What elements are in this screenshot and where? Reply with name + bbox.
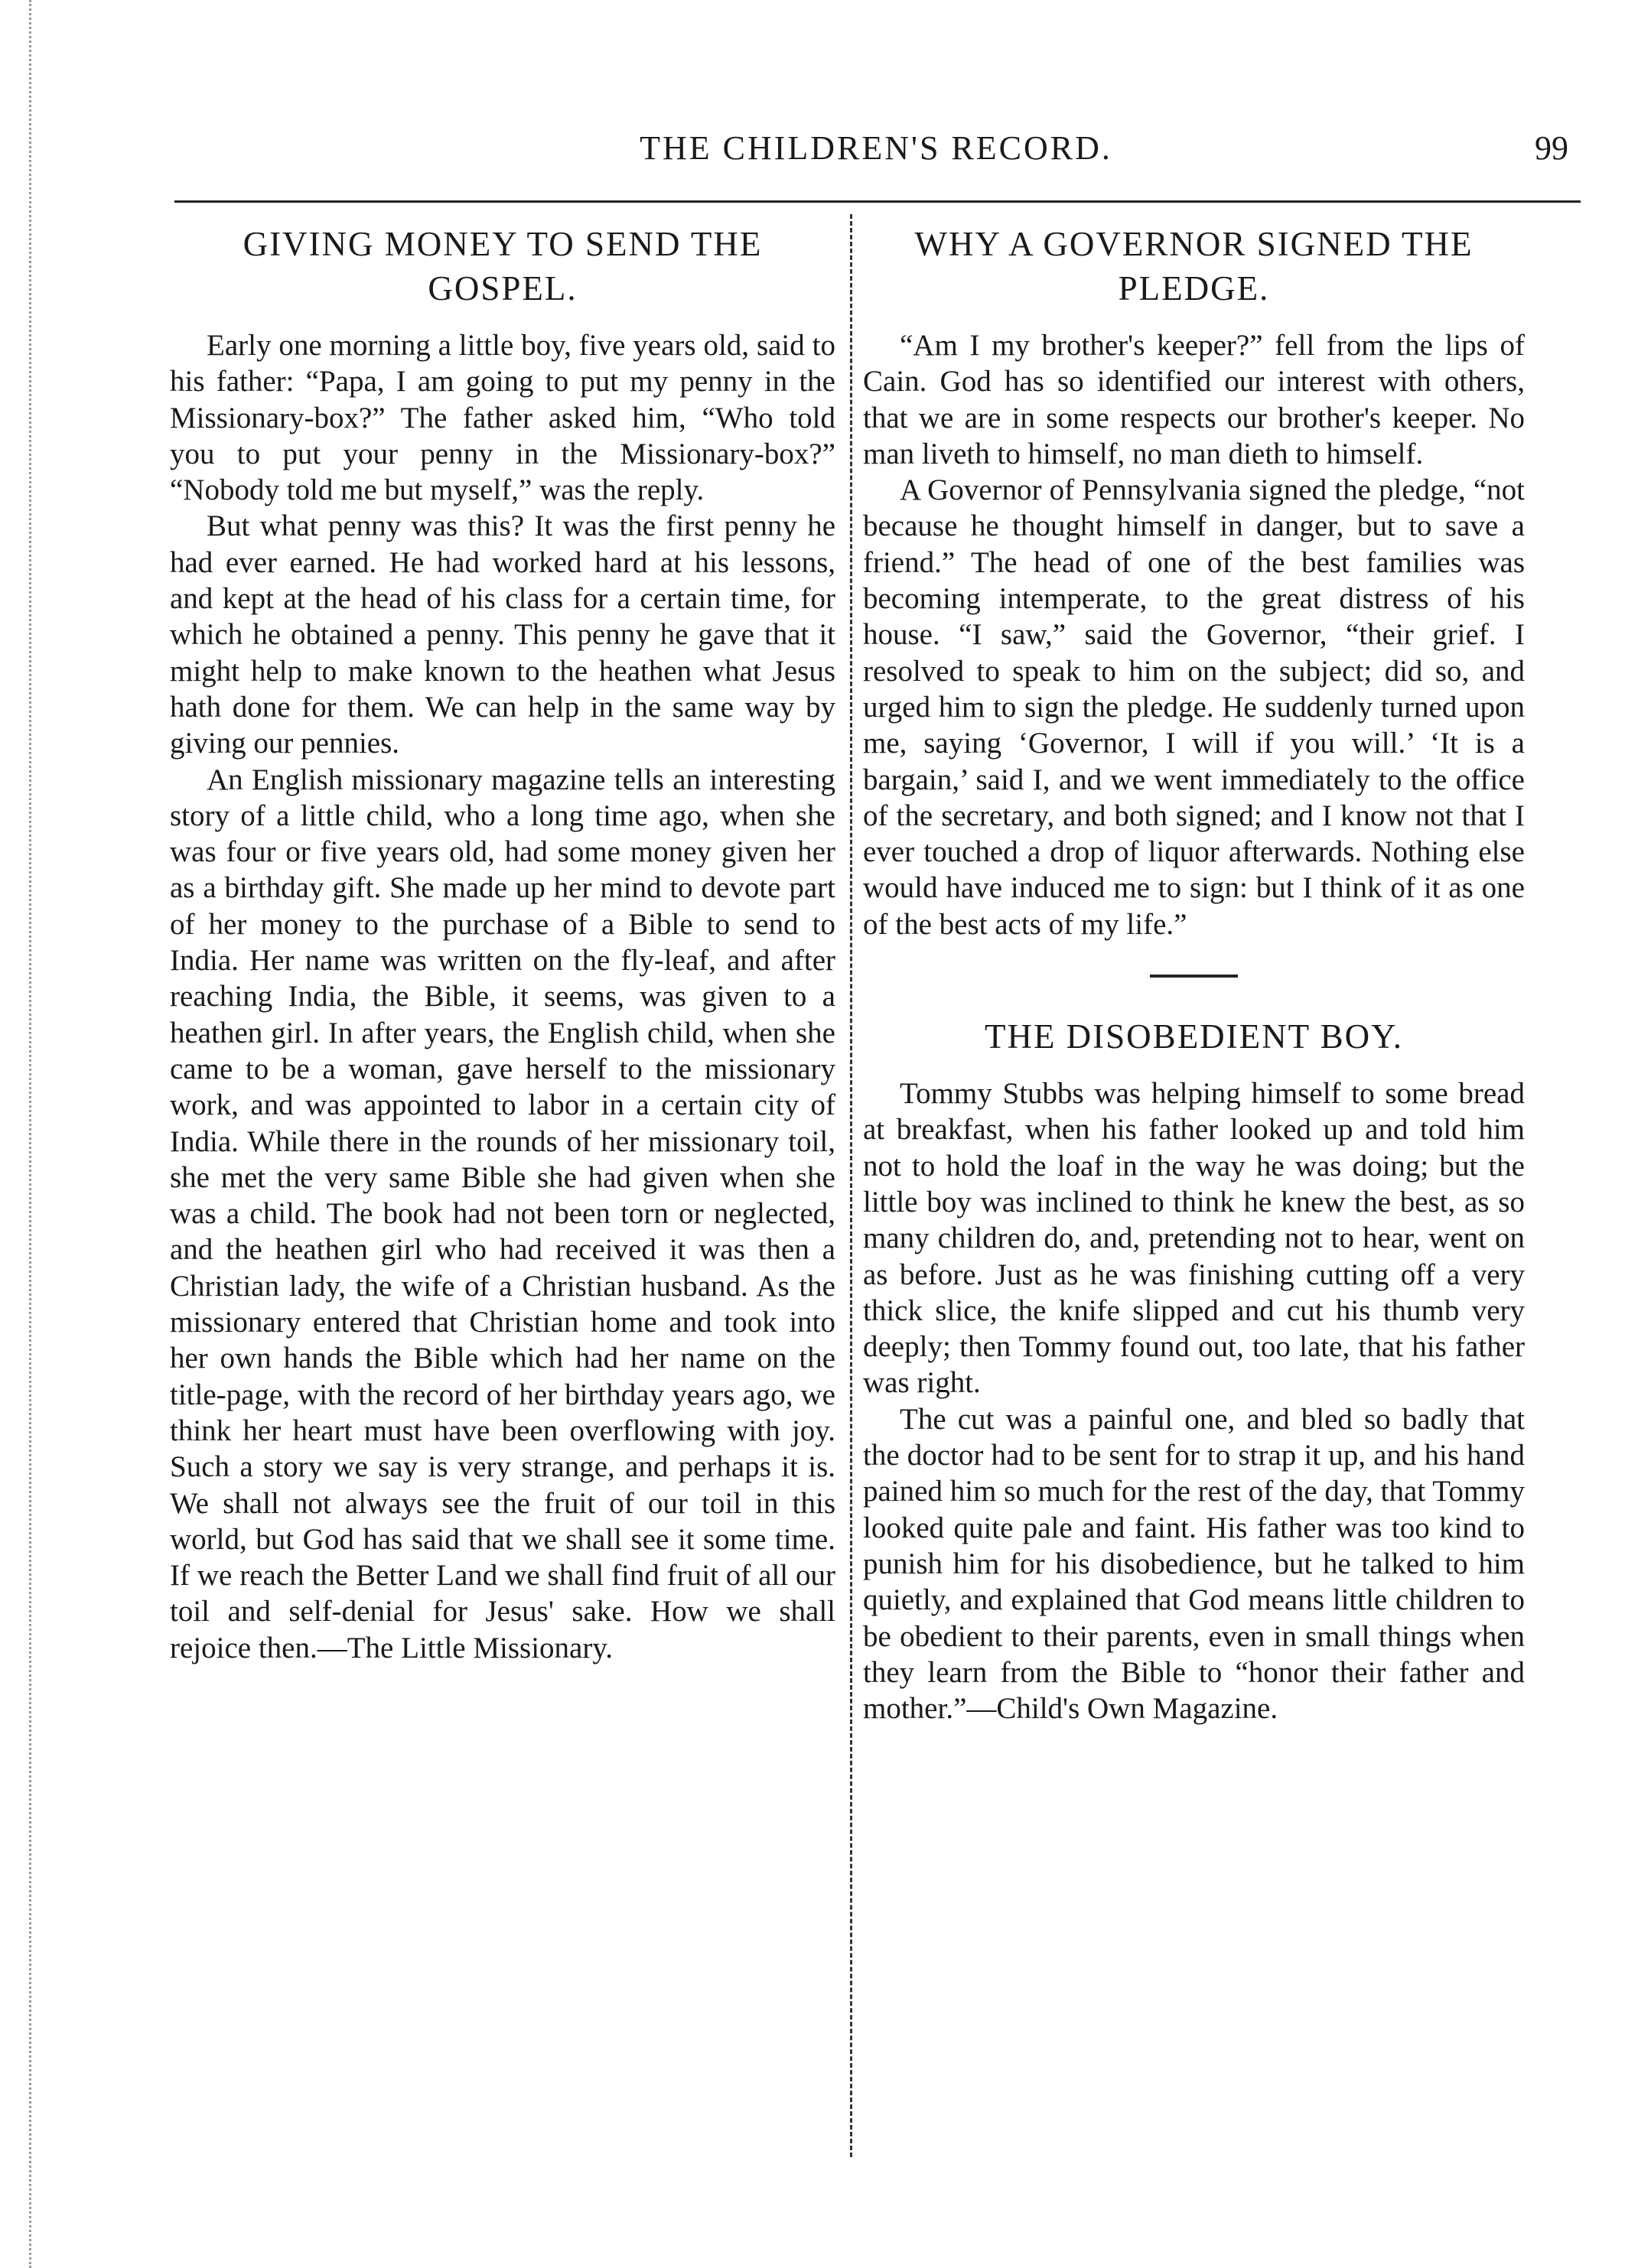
article-heading-giving-money: GIVING MONEY TO SEND THE GOSPEL. <box>243 225 763 307</box>
right-column <box>863 222 1525 1726</box>
header-rule <box>174 200 1581 203</box>
paragraph: Tommy Stubbs was helping himself to some bread at breakfast, when his father looked up and told him not to hold the loaf in the way he was doing; but the little boy was inclined to think he knew the best, as so many children do, and, pretending not to hear, went on as before. Just as he was finishing cutting off a very thick slice, the knife slipped and cut his thumb very deeply; then Tommy found out, too late, that his father was right. <box>863 1077 1525 1400</box>
left-column <box>170 222 835 1666</box>
page-edge <box>29 0 31 2268</box>
page-number: 99 <box>1535 129 1568 167</box>
paragraph: The cut was a painful one, and bled so badly that the doctor had to be sent for to strap it up, and his hand pained him so much for the rest of the day, that Tommy looked quite pale and faint. His father was too kind to punish him for his disobedience, but he talked to him quietly, and explained that God means little children to be obedient to their parents, even in small things when they learn from the Bible to “honor their father and mother.”—Child's Own Magazine. <box>863 1402 1525 1726</box>
article-heading-governor-pledge: WHY A GOVERNOR SIGNED THE PLEDGE. <box>914 225 1474 307</box>
paragraph: A Governor of Pennsylvania signed the pledge, “not because he thought himself in danger, but to save a friend.” The head of one of the best families was becoming intemperate, to the great distress of his house. “I saw,” said the Governor, “their grief. I resolved to speak to him on the subject; did so, and urged him to sign the pledge. He suddenly turned upon me, saying ‘Governor, I will if you will.’ ‘It is a bargain,’ said I, and we went immediately to the office of the secretary, and both signed; and I know not that I ever touched a drop of liquor afterwards. Nothing else would have induced me to sign: but I think of it as one of the best acts of my life.” <box>863 473 1525 941</box>
column-divider <box>850 214 852 2157</box>
paragraph: “Am I my brother's keeper?” fell from the lips of Cain. God has so identified our interest with others, that we are in some respects our brother's keeper. No man liveth to himself, no man dieth to himself. <box>863 329 1525 470</box>
section-separator <box>1150 975 1238 978</box>
article-heading-disobedient-boy: THE DISOBEDIENT BOY. <box>984 1017 1404 1056</box>
paragraph: An English missionary magazine tells an interesting story of a little child, who a long time ago, when she was four or five years old, had some money given her as a birthday gift. She made up her mind to devote part of her money to the purchase of a Bible to send to India. Her name was written on the fly-leaf, and after reaching India, the Bible, it seems, was given to a heathen girl. In after years, the English child, when she came to be a woman, gave herself to the missionary work, and was appointed to labor in a certain city of India. While there in the rounds of her missionary toil, she met the very same Bible she had given when she was a child. The book had not been torn or neglected, and the heathen girl who had received it was then a Christian lady, the wife of a Christian husband. As the missionary entered that Christian home and took into her own hands the Bible which had her name on the title-page, with the record of her birthday years ago, we think her heart must have been overflowing with joy. Such a story we say is very strange, and perhaps it is. We shall not always see the fruit of our toil in this world, but God has said that we shall see it some time. If we reach the Better Land we shall find fruit of all our toil and self-denial for Jesus' sake. How we shall rejoice then.—The Little Missionary. <box>170 763 835 1664</box>
paragraph: But what penny was this? It was the first penny he had ever earned. He had worked hard at his lessons, and kept at the head of his class for a certain time, for which he obtained a penny. This penny he gave that it might help to make known to the heathen what Jesus hath done for them. We can help in the same way by giving our pennies. <box>170 509 835 760</box>
paragraph: Early one morning a little boy, five years old, said to his father: “Papa, I am going to put my penny in the Missionary-box?” The father asked him, “Who told you to put your penny in the Missionary-box?” “Nobody told me but myself,” was the reply. <box>170 329 835 507</box>
running-head <box>168 129 1584 182</box>
running-title: THE CHILDREN'S RECORD. <box>640 129 1112 167</box>
